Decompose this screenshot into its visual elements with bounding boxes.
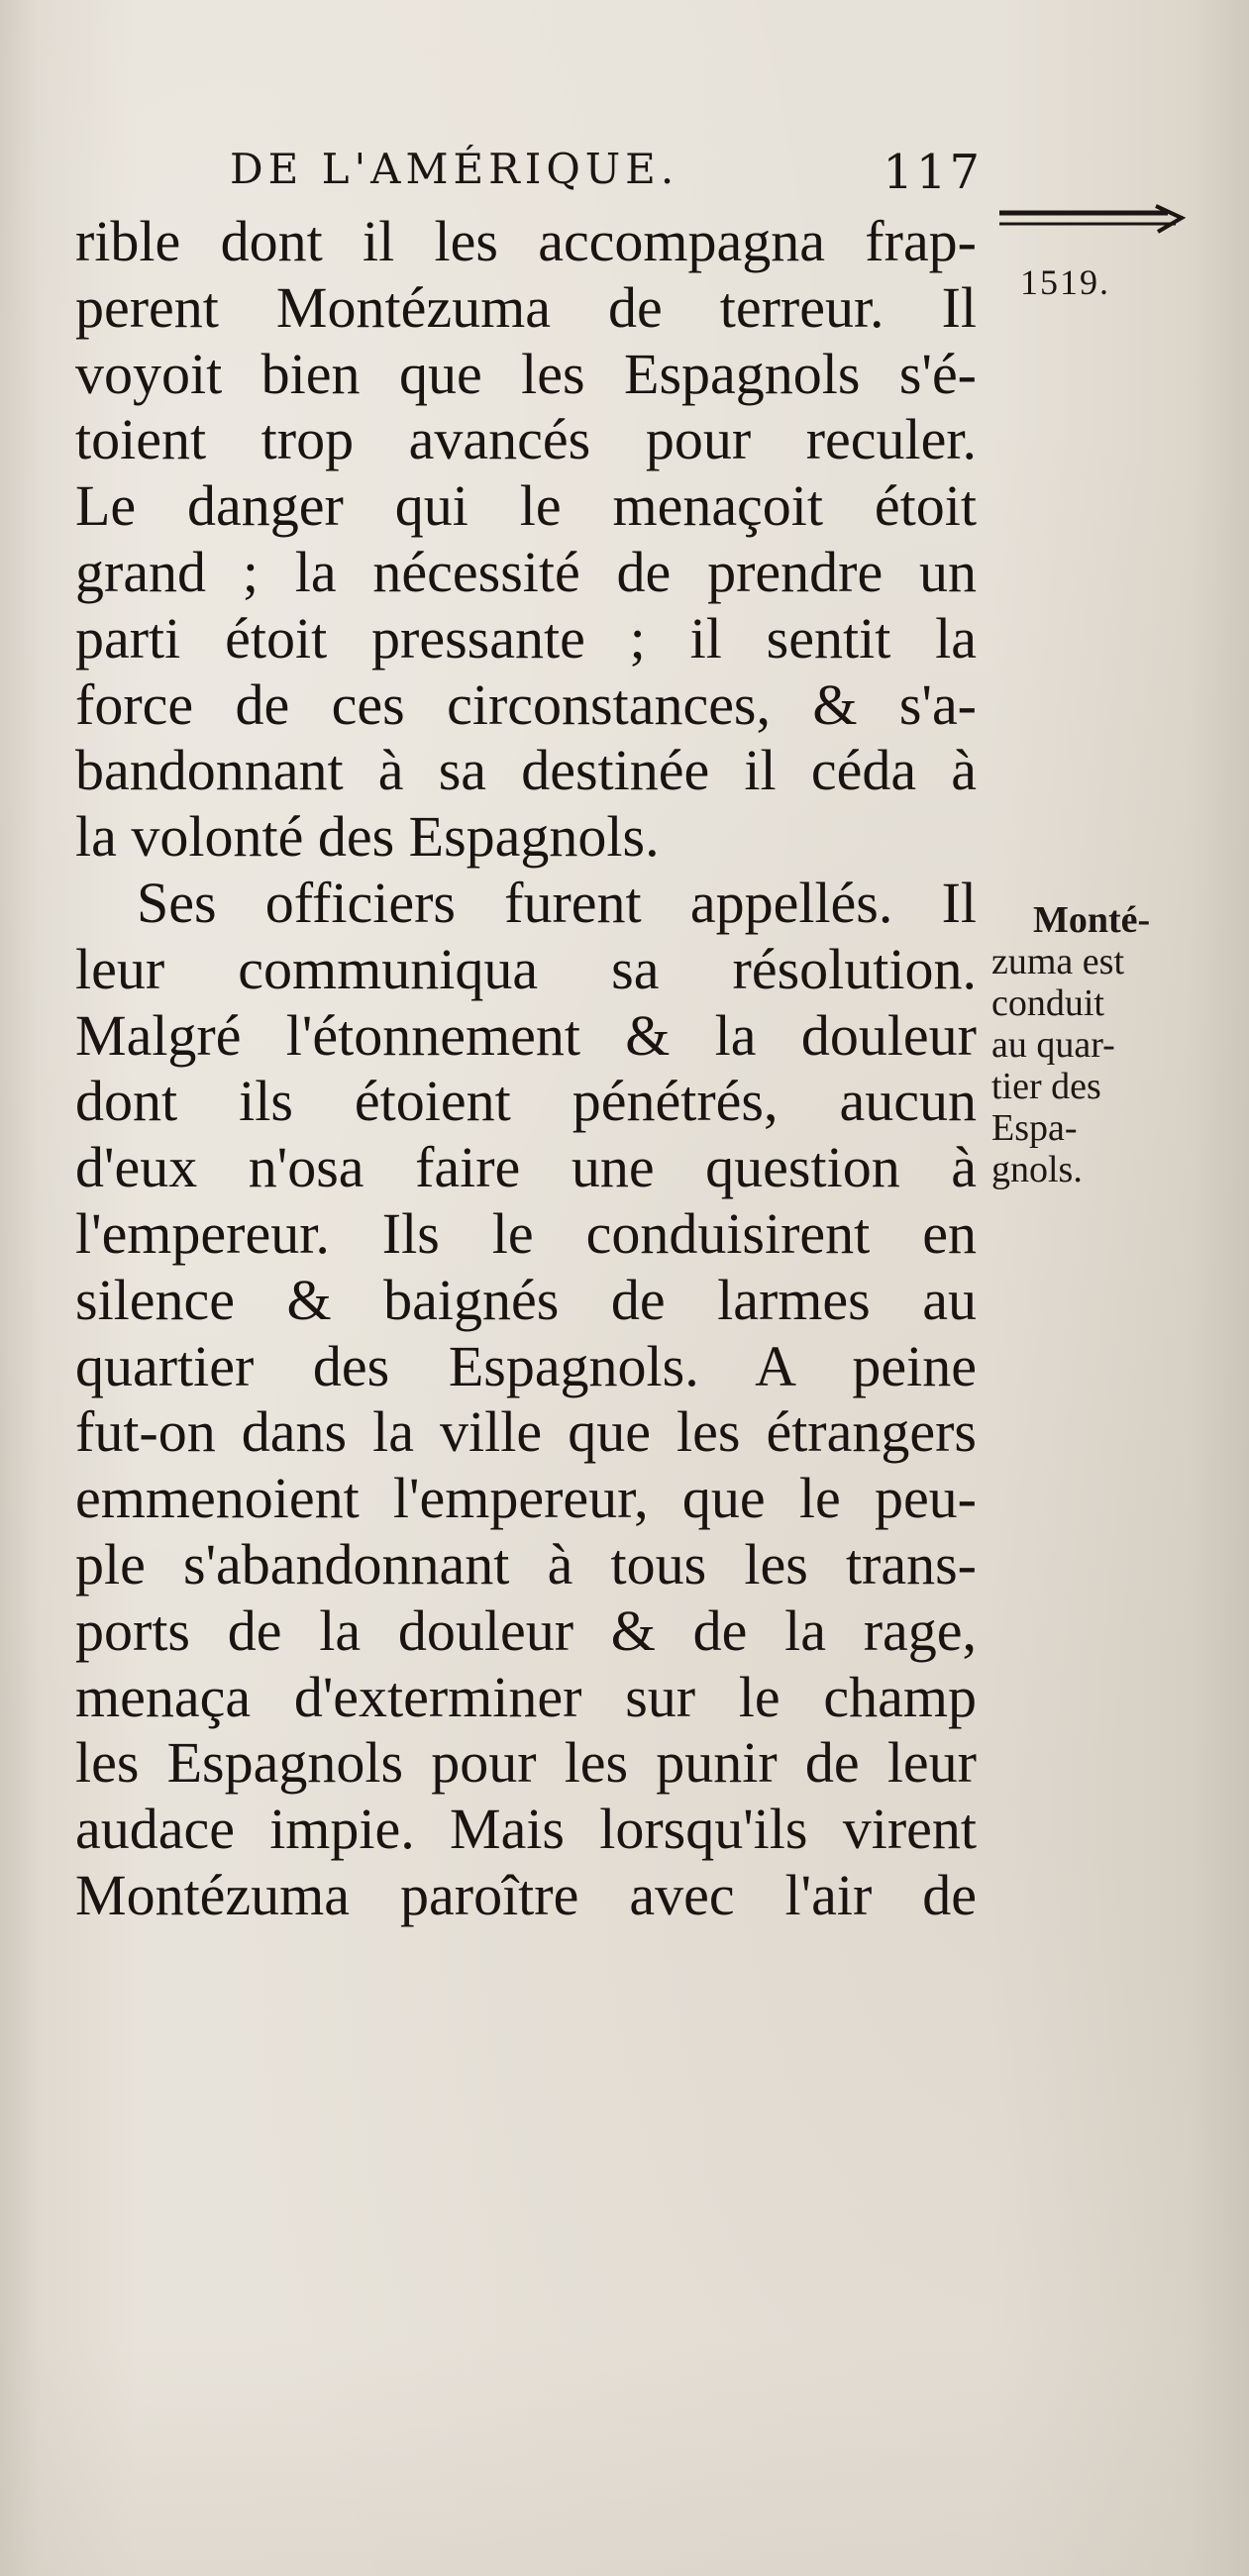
text-line: fut-on dans la ville que les étrangers <box>75 1399 977 1465</box>
text-line: silence & baignés de larmes au <box>75 1267 977 1332</box>
page-header <box>230 137 983 202</box>
margin-note-line: tier des <box>991 1066 1101 1107</box>
margin-note-line: Monté- <box>1033 899 1151 941</box>
text-line: menaça d'exterminer sur le champ <box>75 1664 977 1729</box>
text-line: Montézuma paroître avec l'air de <box>75 1862 977 1927</box>
text-line: quartier des Espagnols. A peine <box>75 1333 977 1398</box>
text-line: leur communiqua sa résolution. <box>75 936 977 1001</box>
text-line: audace impie. Mais lorsqu'ils virent <box>75 1797 977 1862</box>
text-line: toient trop avancés pour reculer. <box>75 407 977 472</box>
text-line: les Espagnols pour les punir de leur <box>75 1730 977 1796</box>
text-line: Malgré l'étonnement & la douleur <box>75 1002 977 1068</box>
text-line: la volonté des Espagnols. <box>75 804 660 870</box>
text-line: Le danger qui le menaçoit étoit <box>75 473 977 539</box>
text-line: bandonnant à sa destinée il céda à <box>75 738 977 803</box>
page-shadow <box>0 2338 1249 2576</box>
text-line: rible dont il les accompagna frap- <box>75 209 977 273</box>
text-line: voyoit bien que les Espagnols s'é- <box>75 341 977 406</box>
text-line: force de ces circonstances, & s'a- <box>75 671 977 737</box>
margin-rule-mark <box>997 202 1186 236</box>
margin-note-line: au quar- <box>991 1024 1115 1066</box>
main-text-block <box>75 209 977 1929</box>
text-line: l'empereur. Ils le conduisirent en <box>75 1200 977 1266</box>
text-line: d'eux n'osa faire une question à <box>75 1135 977 1200</box>
text-line: emmenoient l'empereur, que le peu- <box>75 1466 977 1531</box>
text-line: grand ; la nécessité de prendre un <box>75 539 977 604</box>
text-line: parti étoit pressante ; il sentit la <box>75 605 977 670</box>
margin-note <box>991 899 1229 1190</box>
margin-note-line: conduit <box>991 982 1104 1024</box>
margin-note-line: Espa- <box>991 1107 1078 1149</box>
text-line: Ses officiers furent appellés. Il <box>137 870 977 935</box>
text-line: perent Montézuma de terreur. Il <box>75 274 977 340</box>
margin-year: 1519. <box>1020 262 1110 302</box>
margin-note-line: zuma est <box>991 941 1125 982</box>
text-line: ports de la douleur & de la rage, <box>75 1597 977 1663</box>
text-line: dont ils étoient pénétrés, aucun <box>75 1069 977 1134</box>
margin-note-line: gnols. <box>991 1149 1083 1190</box>
page-number: 117 <box>883 145 983 200</box>
running-title: DE L'AMÉRIQUE. <box>230 145 679 193</box>
text-line: ple s'abandonnant à tous les trans- <box>75 1531 977 1597</box>
